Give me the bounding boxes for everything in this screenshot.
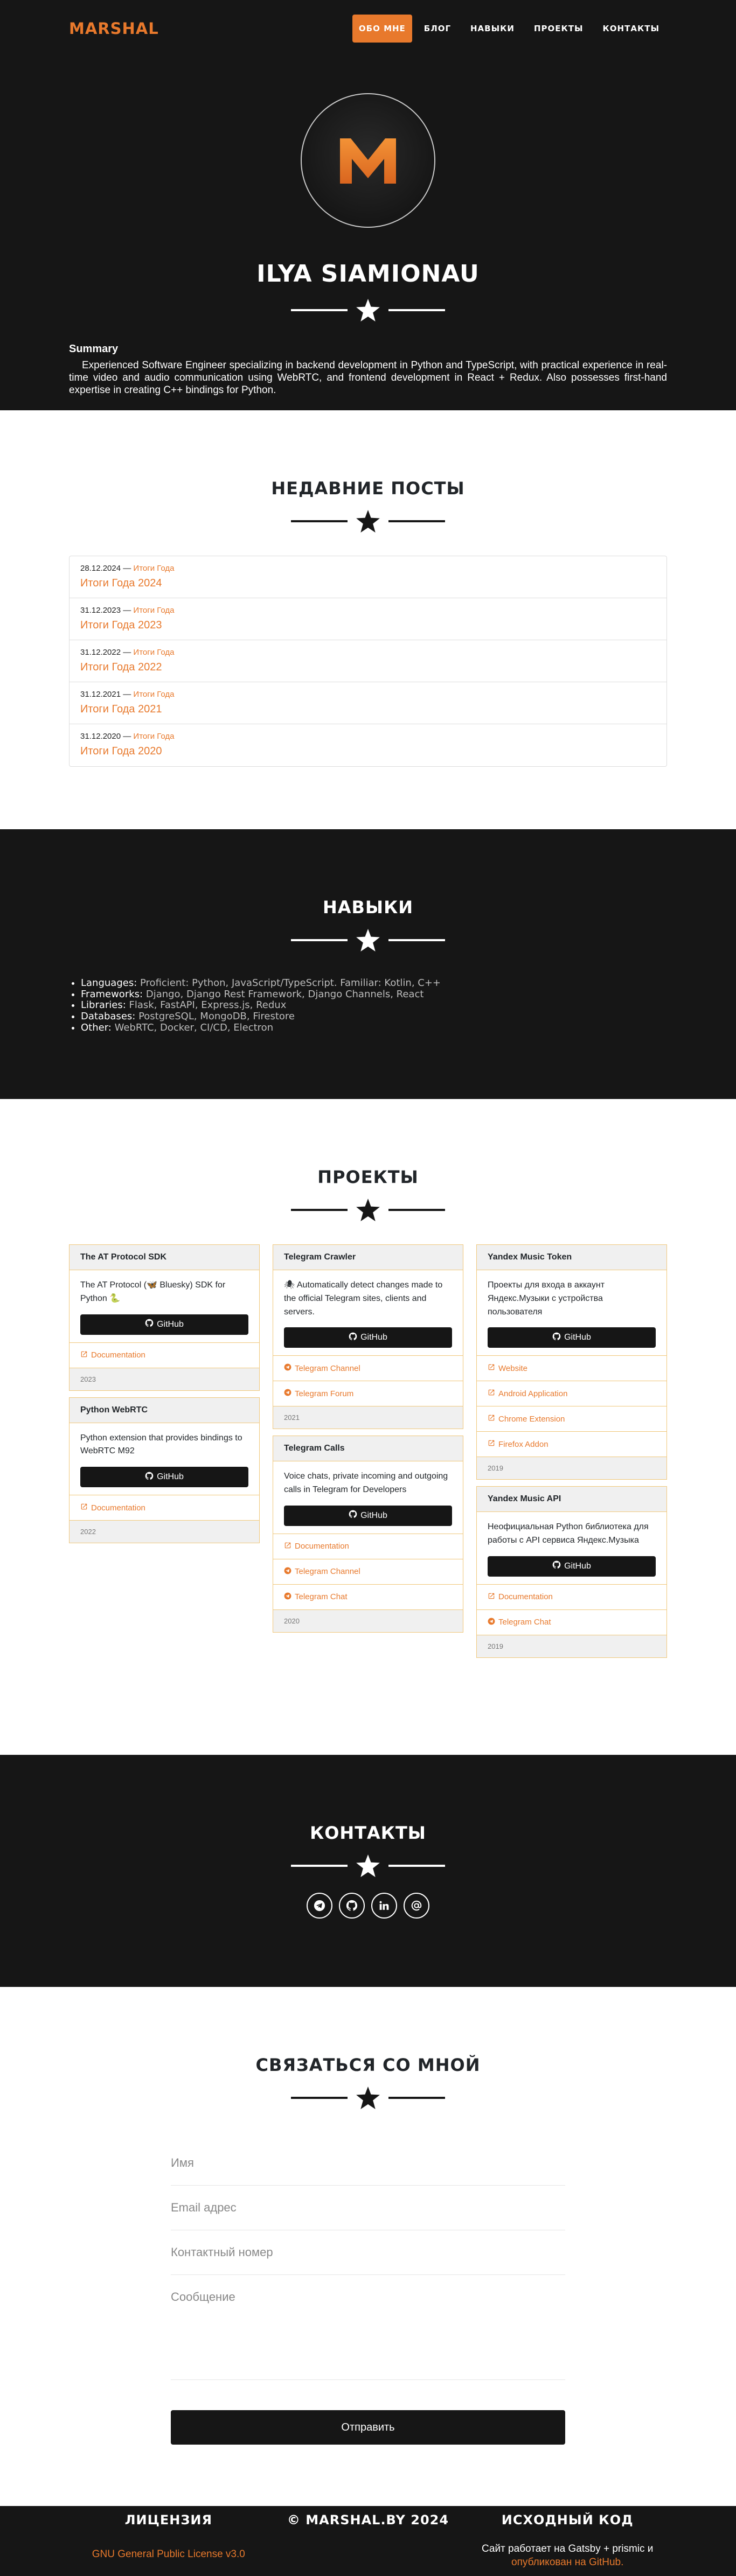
external-link-icon bbox=[80, 1503, 88, 1513]
project-link-label: Documentation bbox=[91, 1350, 145, 1360]
footer bbox=[0, 2506, 736, 2576]
external-link-icon bbox=[488, 1389, 495, 1398]
project-body bbox=[477, 1512, 666, 1585]
project-year: 2022 bbox=[70, 1521, 259, 1543]
telegram-icon bbox=[284, 1389, 291, 1398]
post-title[interactable]: Итоги Года 2024 bbox=[80, 577, 162, 589]
section-title: НАВЫКИ bbox=[322, 897, 414, 918]
post-title[interactable]: Итоги Года 2022 bbox=[80, 661, 162, 673]
github-button[interactable] bbox=[488, 1556, 656, 1577]
divider bbox=[0, 929, 736, 951]
project-card bbox=[69, 1397, 260, 1544]
project-body bbox=[273, 1461, 463, 1534]
external-link-icon bbox=[488, 1363, 495, 1373]
social-links bbox=[0, 1893, 736, 1919]
project-description: Проекты для входа в аккаунт Яндекс.Музыки с устройства пользователя bbox=[488, 1280, 605, 1317]
post-tag[interactable]: Итоги Года bbox=[133, 606, 175, 615]
project-year: 2021 bbox=[273, 1406, 463, 1429]
summary-title: Summary bbox=[69, 343, 119, 355]
nav-links bbox=[352, 14, 667, 43]
project-year: 2019 bbox=[477, 1635, 666, 1657]
project-body bbox=[273, 1270, 463, 1356]
license-link[interactable]: GNU General Public License v3.0 bbox=[92, 2549, 245, 2560]
external-link-icon bbox=[488, 1592, 495, 1602]
contact-form bbox=[171, 2141, 565, 2445]
skill-item: • Languages: Proficient: Python, JavaScript/TypeScript. Familiar: Kotlin, C++ bbox=[81, 978, 667, 989]
skills-section bbox=[0, 829, 736, 1099]
project-card bbox=[476, 1486, 667, 1658]
project-description: Voice chats, private incoming and outgoing calls in Telegram for Developers bbox=[284, 1472, 448, 1495]
star-icon bbox=[355, 929, 381, 951]
skill-item: • Libraries: Flask, FastAPI, Express.js, Redux bbox=[81, 1000, 667, 1011]
section-title: ПРОЕКТЫ bbox=[317, 1167, 419, 1187]
contacts-section bbox=[0, 1755, 736, 1987]
project-link[interactable] bbox=[477, 1381, 666, 1406]
footer-source-title: ИСХОДНЫЙ КОД bbox=[501, 2512, 634, 2528]
hero-name: ILYA SIAMIONAU bbox=[256, 260, 480, 288]
linkedin-icon[interactable] bbox=[371, 1893, 397, 1919]
message-field-wrapper bbox=[171, 2275, 565, 2380]
external-link-icon bbox=[488, 1439, 495, 1449]
project-card bbox=[273, 1436, 463, 1633]
footer-license-title: ЛИЦЕНЗИЯ bbox=[124, 2512, 212, 2528]
nav-blog[interactable]: БЛОГ bbox=[423, 23, 451, 33]
footer-copyright bbox=[268, 2506, 468, 2576]
project-description: Python extension that provides bindings to WebRTC M92 bbox=[80, 1433, 242, 1456]
message-field[interactable] bbox=[171, 2290, 565, 2371]
summary-text: Experienced Software Engineer specializing in backend development in Python and TypeScript, with practical experience in real-time video and audio communication using WebRTC, and frontend development in React + Redux. Also possesses first-hand expertise in creating C++ bindings for Python. bbox=[69, 360, 667, 396]
project-title: Python WebRTC bbox=[70, 1398, 259, 1423]
contact-form-section bbox=[0, 1987, 736, 2506]
avatar bbox=[301, 93, 435, 228]
github-button-label: GitHub bbox=[157, 1319, 184, 1329]
post-date: 31.12.2022 bbox=[80, 648, 121, 657]
github-button[interactable] bbox=[80, 1467, 248, 1487]
section-title: КОНТАКТЫ bbox=[310, 1823, 426, 1843]
phone-field-wrapper bbox=[171, 2230, 565, 2275]
skill-item: • Other: WebRTC, Docker, CI/CD, Electron bbox=[81, 1023, 667, 1034]
source-link[interactable]: опубликован на GitHub. bbox=[511, 2556, 624, 2568]
divider bbox=[0, 2087, 736, 2109]
telegram-icon bbox=[284, 1567, 291, 1577]
project-link-label: Documentation bbox=[498, 1592, 553, 1602]
project-body bbox=[70, 1270, 259, 1343]
project-body bbox=[477, 1270, 666, 1356]
source-text: Сайт работает на Gatsby + prismic и bbox=[481, 2543, 654, 2554]
github-icon bbox=[145, 1319, 154, 1330]
list-item: 28.12.2024 — Итоги Года Итоги Года 2024 bbox=[70, 556, 666, 598]
divider bbox=[0, 510, 736, 532]
external-link-icon bbox=[284, 1542, 291, 1551]
posts-section bbox=[0, 410, 736, 829]
github-button-label: GitHub bbox=[360, 1510, 387, 1520]
post-date: 31.12.2023 bbox=[80, 606, 121, 615]
footer-source bbox=[468, 2506, 667, 2576]
section-title: СВЯЗАТЬСЯ СО МНОЙ bbox=[255, 2055, 481, 2075]
projects-section bbox=[0, 1099, 736, 1755]
project-card bbox=[476, 1244, 667, 1480]
projects-column bbox=[273, 1244, 463, 1633]
github-icon bbox=[349, 1332, 357, 1343]
project-title: Telegram Crawler bbox=[273, 1245, 463, 1270]
post-list bbox=[69, 556, 667, 767]
project-link[interactable] bbox=[273, 1381, 463, 1406]
section-title: НЕДАВНИЕ ПОСТЫ bbox=[271, 478, 465, 499]
external-link-icon bbox=[488, 1414, 495, 1424]
project-link-label: Telegram Channel bbox=[295, 1363, 360, 1373]
telegram-icon[interactable] bbox=[307, 1893, 332, 1919]
github-button-label: GitHub bbox=[360, 1333, 387, 1342]
project-link[interactable] bbox=[273, 1356, 463, 1381]
email-field[interactable] bbox=[171, 2201, 565, 2215]
post-tag[interactable]: Итоги Года bbox=[133, 690, 175, 699]
nav-projects[interactable]: ПРОЕКТЫ bbox=[533, 23, 584, 33]
list-item: 31.12.2022 — Итоги Года Итоги Года 2022 bbox=[70, 640, 666, 682]
project-link-label: Telegram Chat bbox=[295, 1592, 348, 1602]
projects-column bbox=[476, 1244, 667, 1658]
github-button[interactable] bbox=[80, 1314, 248, 1335]
project-card bbox=[69, 1244, 260, 1391]
github-button[interactable] bbox=[284, 1327, 452, 1348]
github-button[interactable] bbox=[488, 1327, 656, 1348]
skill-item: • Frameworks: Django, Django Rest Framework, Django Channels, React bbox=[81, 989, 667, 1000]
project-link-label: Telegram Chat bbox=[498, 1618, 551, 1627]
post-title[interactable]: Итоги Года 2023 bbox=[80, 619, 162, 631]
telegram-icon bbox=[284, 1363, 291, 1373]
hero-section bbox=[0, 57, 736, 410]
email-field-wrapper bbox=[171, 2186, 565, 2230]
footer-license bbox=[69, 2506, 268, 2576]
star-icon bbox=[355, 510, 381, 532]
post-tag[interactable]: Итоги Года bbox=[133, 648, 175, 657]
project-link-label: Documentation bbox=[91, 1503, 145, 1513]
list-item: 31.12.2023 — Итоги Года Итоги Года 2023 bbox=[70, 598, 666, 640]
m-logo-icon bbox=[336, 136, 400, 185]
post-date: 31.12.2021 bbox=[80, 690, 121, 699]
external-link-icon bbox=[80, 1350, 88, 1360]
star-icon bbox=[355, 1855, 381, 1877]
project-title: Yandex Music Token bbox=[477, 1245, 666, 1270]
project-link[interactable] bbox=[70, 1343, 259, 1368]
divider bbox=[0, 1855, 736, 1877]
submit-button[interactable]: Отправить bbox=[171, 2410, 565, 2445]
email-icon[interactable] bbox=[404, 1893, 429, 1919]
brand-logo[interactable]: MARSHAL bbox=[69, 19, 159, 38]
star-icon bbox=[355, 1199, 381, 1221]
skills-list bbox=[81, 978, 667, 1033]
name-field-wrapper bbox=[171, 2141, 565, 2186]
divider bbox=[0, 1199, 736, 1221]
star-icon bbox=[355, 299, 381, 321]
github-icon bbox=[552, 1332, 561, 1343]
project-link[interactable] bbox=[477, 1432, 666, 1457]
telegram-icon bbox=[284, 1592, 291, 1602]
name-field[interactable] bbox=[171, 2156, 565, 2170]
telegram-icon bbox=[488, 1618, 495, 1627]
post-date: 28.12.2024 bbox=[80, 564, 121, 573]
post-tag[interactable]: Итоги Года bbox=[133, 732, 175, 741]
project-link[interactable] bbox=[477, 1356, 666, 1381]
project-link[interactable] bbox=[273, 1585, 463, 1610]
projects-grid bbox=[69, 1244, 667, 1658]
github-button[interactable] bbox=[284, 1506, 452, 1526]
project-link-label: Firefox Addon bbox=[498, 1439, 548, 1449]
project-year: 2019 bbox=[477, 1457, 666, 1479]
project-link[interactable] bbox=[70, 1495, 259, 1521]
projects-column bbox=[69, 1244, 260, 1543]
github-button-label: GitHub bbox=[564, 1333, 591, 1342]
project-title: The AT Protocol SDK bbox=[70, 1245, 259, 1270]
project-title: Yandex Music API bbox=[477, 1487, 666, 1512]
project-description: 🕷 Automatically detect changes made to the official Telegram sites, clients and servers. bbox=[284, 1280, 443, 1317]
project-link[interactable] bbox=[477, 1585, 666, 1610]
post-tag[interactable]: Итоги Года bbox=[133, 564, 175, 573]
github-icon[interactable] bbox=[339, 1893, 365, 1919]
project-year: 2023 bbox=[70, 1368, 259, 1390]
phone-field[interactable] bbox=[171, 2245, 565, 2259]
project-link[interactable] bbox=[273, 1559, 463, 1585]
project-description: Неофициальная Python библиотека для работы с API сервиса Яндекс.Музыка bbox=[488, 1522, 649, 1545]
project-title: Telegram Calls bbox=[273, 1436, 463, 1461]
nav-skills[interactable]: НАВЫКИ bbox=[470, 23, 515, 33]
github-icon bbox=[349, 1510, 357, 1521]
summary bbox=[69, 342, 667, 396]
post-date: 31.12.2020 bbox=[80, 732, 121, 741]
navbar bbox=[0, 0, 736, 57]
post-title[interactable]: Итоги Года 2020 bbox=[80, 745, 162, 757]
github-button-label: GitHub bbox=[157, 1472, 184, 1482]
divider bbox=[0, 299, 736, 321]
nav-contacts[interactable]: КОНТАКТЫ bbox=[602, 23, 659, 33]
post-title[interactable]: Итоги Года 2021 bbox=[80, 703, 162, 715]
star-icon bbox=[355, 2087, 381, 2109]
github-icon bbox=[552, 1560, 561, 1572]
project-year: 2020 bbox=[273, 1610, 463, 1632]
project-link-label: Telegram Channel bbox=[295, 1567, 360, 1577]
project-link[interactable] bbox=[477, 1406, 666, 1432]
copyright-text: © MARSHAL.BY 2024 bbox=[287, 2512, 449, 2528]
project-description: The AT Protocol (🦋 Bluesky) SDK for Python 🐍 bbox=[80, 1280, 226, 1303]
list-item: 31.12.2020 — Итоги Года Итоги Года 2020 bbox=[70, 724, 666, 766]
github-icon bbox=[145, 1472, 154, 1483]
project-link[interactable] bbox=[477, 1610, 666, 1635]
project-link-label: Android Application bbox=[498, 1389, 568, 1398]
github-button-label: GitHub bbox=[564, 1561, 591, 1571]
project-card bbox=[273, 1244, 463, 1429]
project-link-label: Telegram Forum bbox=[295, 1389, 354, 1398]
nav-about[interactable]: ОБО МНЕ bbox=[352, 15, 412, 43]
list-item: 31.12.2021 — Итоги Года Итоги Года 2021 bbox=[70, 682, 666, 724]
project-body bbox=[70, 1423, 259, 1496]
skill-item: • Databases: PostgreSQL, MongoDB, Firestore bbox=[81, 1011, 667, 1023]
project-link-label: Website bbox=[498, 1363, 527, 1373]
project-link-label: Documentation bbox=[295, 1542, 349, 1551]
project-link[interactable] bbox=[273, 1534, 463, 1559]
project-link-label: Chrome Extension bbox=[498, 1414, 565, 1424]
